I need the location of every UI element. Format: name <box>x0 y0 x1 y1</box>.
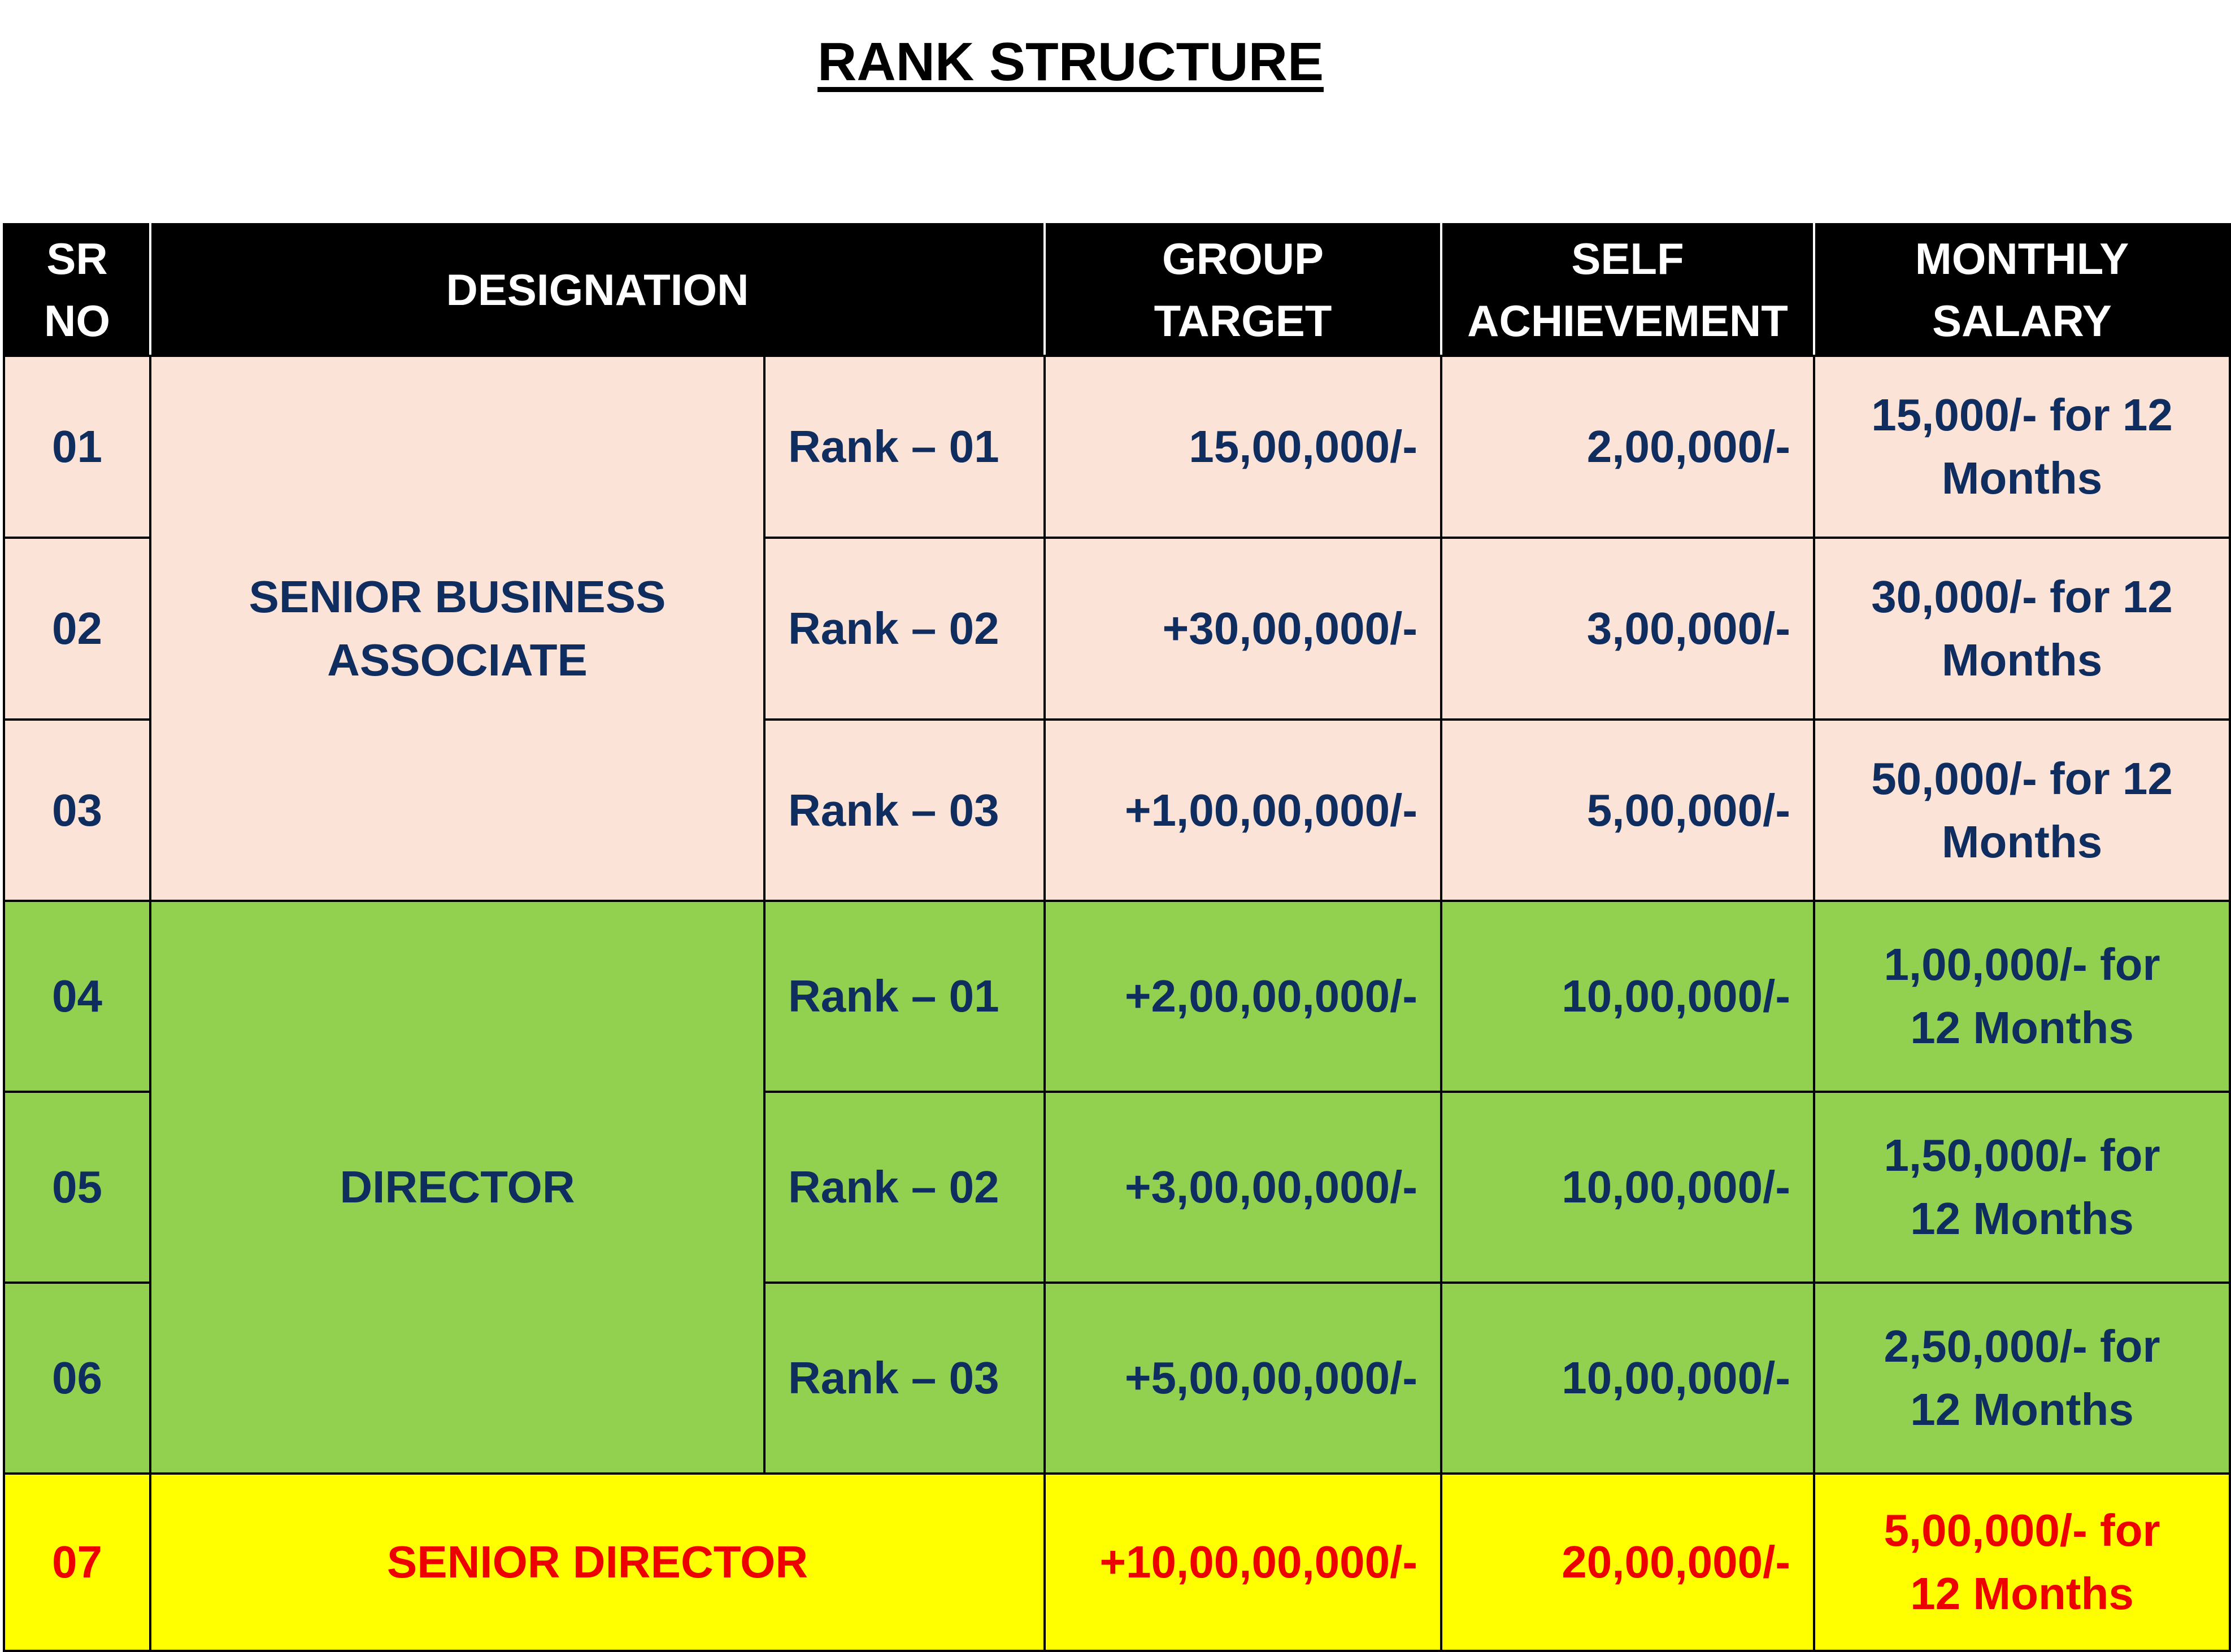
group-target-cell: +3,00,00,000/- <box>1045 1092 1441 1283</box>
table-row <box>4 1474 2230 1651</box>
header-row <box>4 224 2230 356</box>
monthly-salary-cell: 15,000/- for 12 Months <box>1814 356 2230 538</box>
rank-cell: Rank – 01 <box>764 901 1045 1092</box>
header-sr-no: SR NO <box>4 224 150 356</box>
sr-no-cell: 03 <box>4 720 150 901</box>
sr-no-cell: 02 <box>4 538 150 720</box>
designation-cell: SENIOR DIRECTOR <box>150 1474 1045 1651</box>
group-target-cell: 15,00,000/- <box>1045 356 1441 538</box>
sr-no-cell: 07 <box>4 1474 150 1651</box>
self-achievement-cell: 10,00,000/- <box>1441 901 1814 1092</box>
rank-structure-table <box>3 223 2231 1652</box>
monthly-salary-cell: 1,00,000/- for 12 Months <box>1814 901 2230 1092</box>
header-self-achievement: SELF ACHIEVEMENT <box>1441 224 1814 356</box>
monthly-salary-cell: 5,00,000/- for 12 Months <box>1814 1474 2230 1651</box>
group-target-cell: +2,00,00,000/- <box>1045 901 1441 1092</box>
group-target-cell: +1,00,00,000/- <box>1045 720 1441 901</box>
header-group-target: GROUP TARGET <box>1045 224 1441 356</box>
self-achievement-cell: 10,00,000/- <box>1441 1092 1814 1283</box>
table-row <box>4 356 2230 538</box>
designation-cell: DIRECTOR <box>150 901 764 1474</box>
group-target-cell: +5,00,00,000/- <box>1045 1283 1441 1474</box>
monthly-salary-cell: 2,50,000/- for 12 Months <box>1814 1283 2230 1474</box>
monthly-salary-cell: 30,000/- for 12 Months <box>1814 538 2230 720</box>
group-target-cell: +10,00,00,000/- <box>1045 1474 1441 1651</box>
rank-cell: Rank – 01 <box>764 356 1045 538</box>
header-designation: DESIGNATION <box>150 224 1045 356</box>
table-row <box>4 901 2230 1092</box>
rank-cell: Rank – 03 <box>764 720 1045 901</box>
rank-cell: Rank – 02 <box>764 538 1045 720</box>
self-achievement-cell: 5,00,000/- <box>1441 720 1814 901</box>
self-achievement-cell: 20,00,000/- <box>1441 1474 1814 1651</box>
page-title: RANK STRUCTURE <box>817 32 1324 92</box>
designation-cell: SENIOR BUSINESS ASSOCIATE <box>150 356 764 901</box>
rank-cell: Rank – 02 <box>764 1092 1045 1283</box>
group-target-cell: +30,00,000/- <box>1045 538 1441 720</box>
monthly-salary-cell: 50,000/- for 12 Months <box>1814 720 2230 901</box>
sr-no-cell: 05 <box>4 1092 150 1283</box>
monthly-salary-cell: 1,50,000/- for 12 Months <box>1814 1092 2230 1283</box>
sr-no-cell: 04 <box>4 901 150 1092</box>
self-achievement-cell: 2,00,000/- <box>1441 356 1814 538</box>
self-achievement-cell: 3,00,000/- <box>1441 538 1814 720</box>
header-monthly-salary: MONTHLY SALARY <box>1814 224 2230 356</box>
self-achievement-cell: 10,00,000/- <box>1441 1283 1814 1474</box>
sr-no-cell: 06 <box>4 1283 150 1474</box>
sr-no-cell: 01 <box>4 356 150 538</box>
rank-cell: Rank – 03 <box>764 1283 1045 1474</box>
